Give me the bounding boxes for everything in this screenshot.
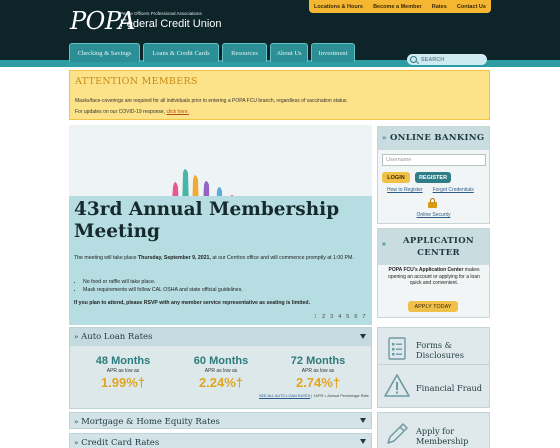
application-center-header	[378, 229, 489, 265]
rate-48-months	[83, 355, 163, 390]
rate-60-months	[181, 355, 261, 390]
chevrons-icon: »	[382, 133, 387, 142]
financial-fraud-label: Financial Fraud	[416, 383, 483, 393]
username-placeholder: Username	[386, 157, 412, 163]
search-placeholder: SEARCH	[421, 56, 445, 63]
hero-intro-post: at our Cerritos office and will commence promptly at 1:00 PM.	[210, 255, 354, 261]
username-field[interactable]	[382, 154, 486, 166]
covid-link[interactable]: click here.	[166, 109, 189, 115]
rate-label: APR as low as	[106, 368, 140, 374]
forms-icon	[383, 335, 411, 363]
apply-today-button[interactable]: APPLY TODAY	[408, 301, 458, 312]
forgot-credentials-link[interactable]: Forgot Credentials	[432, 187, 474, 193]
hero-closing-text: If you plan to attend, please RSVP with any member service representative as seating is limited.	[74, 300, 311, 306]
pager-dot[interactable]: 7	[362, 314, 366, 320]
rate-value: 2.74%†	[295, 375, 341, 390]
online-banking-header	[378, 127, 489, 150]
hero-title: 43rd Annual Membership Meeting	[74, 199, 340, 242]
chevrons-icon: »	[74, 438, 79, 447]
auto-loan-panel	[69, 327, 372, 409]
tab-investment[interactable]: Investment	[311, 43, 355, 62]
see-all-link[interactable]: SEE ALL AUTO LOAN RATES	[259, 394, 311, 398]
attention-title: ATTENTION MEMBERS	[75, 76, 198, 87]
hero-slider	[69, 125, 372, 325]
top-link-locations[interactable]: Locations & Hours	[314, 3, 363, 10]
collapse-arrow-icon[interactable]	[360, 334, 366, 339]
tab-loans-credit-cards[interactable]: Loans & Credit Cards	[143, 43, 219, 62]
apply-membership-card[interactable]	[377, 412, 490, 448]
expand-arrow-icon[interactable]	[360, 418, 366, 423]
covid-text: For updates on our COVID-19 response,	[75, 109, 167, 115]
application-center-text	[384, 267, 484, 287]
rate-value: 2.24%†	[198, 375, 244, 390]
top-link-contact[interactable]: Contact Us	[456, 3, 486, 10]
rate-term: 60 Months	[193, 355, 249, 367]
rate-term: 48 Months	[95, 355, 151, 367]
rate-value: 1.99%†	[100, 375, 146, 390]
hero-intro-date: Thursday, September 9, 2021,	[138, 255, 211, 261]
apr-disclaimer: | †APR = Annual Percentage Rate	[310, 394, 369, 398]
top-link-rates[interactable]: Rates	[431, 3, 447, 10]
chevrons-icon: »	[74, 332, 79, 341]
mortgage-rates-title	[74, 417, 220, 427]
pager-dot[interactable]: 4	[338, 314, 342, 320]
expand-arrow-icon[interactable]	[360, 439, 366, 444]
application-center-title: APPLICATION CENTER	[402, 236, 474, 258]
online-banking-panel	[377, 126, 490, 224]
chevrons-icon: »	[382, 241, 386, 248]
pager-dot[interactable]: 5	[346, 314, 350, 320]
pager-dot[interactable]: 3	[330, 314, 334, 320]
tab-checking-savings[interactable]: Checking & Savings	[69, 43, 140, 62]
search-icon[interactable]	[410, 56, 417, 63]
hero-intro	[74, 255, 364, 262]
logo-name: Federal Credit Union	[120, 18, 222, 30]
online-banking-title	[382, 133, 484, 143]
hero-bullets	[83, 278, 243, 294]
auto-loan-title	[74, 332, 152, 342]
tab-about-us[interactable]: About Us	[270, 43, 308, 62]
hero-closing	[74, 300, 364, 307]
auto-loan-title-text: Auto Loan Rates	[81, 332, 153, 342]
pager-dot[interactable]: 6	[354, 314, 358, 320]
pen-icon	[383, 420, 411, 448]
online-banking-links	[387, 187, 474, 193]
tab-resources[interactable]: Resources	[222, 43, 267, 62]
attention-banner	[69, 70, 490, 120]
hero-intro-pre: The meeting will take place	[74, 255, 139, 261]
pager-dot[interactable]: 1	[314, 314, 318, 320]
hero-bullet: • No food or raffle will take place.	[83, 278, 243, 286]
credit-card-rates-strip[interactable]	[69, 433, 372, 448]
financial-fraud-card[interactable]	[377, 364, 490, 408]
mortgage-rates-label: Mortgage & Home Equity Rates	[81, 417, 220, 427]
application-center-name: POPA FCU's Application Center	[388, 267, 464, 273]
chevrons-icon: »	[74, 417, 79, 426]
application-center-panel	[377, 228, 490, 318]
hero-bullet: • Mask requirements will follow CAL OSHA and state official guidelines.	[83, 286, 243, 294]
auto-loan-header[interactable]	[70, 328, 371, 346]
online-banking-title-text: ONLINE BANKING	[389, 133, 485, 143]
fraud-icon	[383, 372, 411, 400]
slider-pager	[314, 314, 365, 320]
forms-disclosures-label: Forms & Disclosures	[416, 340, 464, 360]
credit-card-rates-label: Credit Card Rates	[81, 438, 160, 448]
rate-term: 72 Months	[290, 355, 346, 367]
attention-covid-line	[75, 109, 189, 115]
see-all-rates	[259, 394, 369, 398]
logo-text: POPA	[70, 7, 136, 35]
top-link-become-member[interactable]: Become a Member	[373, 3, 422, 10]
pager-dot[interactable]: 2	[322, 314, 326, 320]
credit-card-rates-title	[74, 438, 159, 448]
lock-icon	[428, 198, 437, 208]
application-center-desc: makes opening an account or applying for a loan quick and convenient.	[388, 267, 480, 287]
attention-line: Masks/face-coverings are required for all individuals prior to entering a POPA FCU branch, regardless of vaccination status.	[75, 98, 348, 104]
logo-subtitle: Peace Officers Professional Associations	[120, 11, 202, 16]
rate-label: APR as low as	[204, 368, 238, 374]
rate-72-months	[278, 355, 358, 390]
login-button[interactable]: LOGIN	[382, 172, 410, 183]
how-to-register-link[interactable]: How to Register	[387, 187, 423, 193]
search-input[interactable]	[407, 54, 487, 65]
online-security-link[interactable]: Online Security	[416, 212, 451, 218]
main-nav	[69, 43, 355, 62]
top-links	[309, 0, 491, 13]
rate-label: APR as low as	[301, 368, 335, 374]
register-button[interactable]: REGISTER	[415, 172, 451, 183]
apply-membership-label: Apply for Membership	[416, 426, 469, 446]
mortgage-rates-strip[interactable]	[69, 412, 372, 429]
